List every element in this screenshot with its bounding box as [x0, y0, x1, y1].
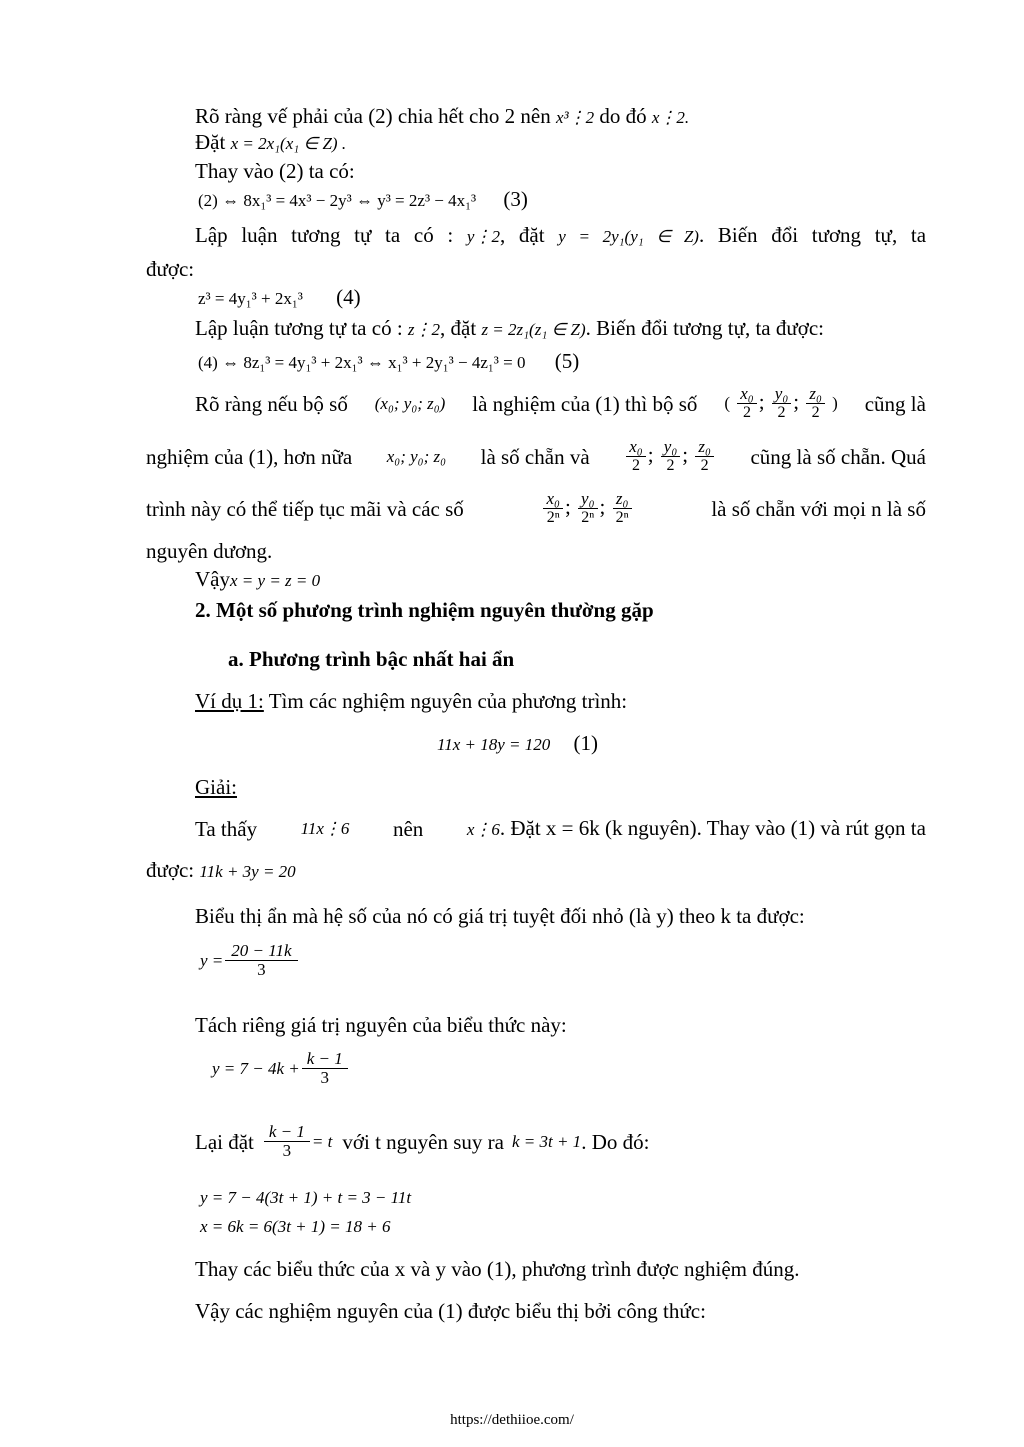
- text-line-p5: [195, 1123, 649, 1160]
- text: Đặt: [195, 130, 226, 154]
- fraction-tuple-half: ( $\frac{\text{x₀}}{2}$ ; $\frac{\text{y₀}}{2}$ ; $\frac{\text{z₀}}{2}$ ): [724, 384, 838, 421]
- example-label: Ví dụ 1:: [195, 689, 264, 713]
- text: nghiệm của (1), hơn nữa: [146, 444, 353, 469]
- math-expression: x₀; y₀; z₀: [386, 446, 447, 466]
- text-line-8: [195, 315, 824, 343]
- math-expression: (x₀; y₀; z₀): [374, 393, 446, 413]
- subsection-heading: a. Phương trình bậc nhất hai ẩn: [228, 647, 515, 671]
- text: trình này có thể tiếp tục mãi và các số: [146, 496, 464, 521]
- equation-3: [198, 186, 528, 214]
- math-expression: x = 2x₁(x₁ ∈ Z) .: [230, 134, 347, 153]
- fraction: $\frac{\text{z₀}}{2}$: [806, 385, 825, 422]
- text: Rõ ràng vế phải của (2) chia hết cho 2 nên: [195, 104, 551, 128]
- text: do đó: [599, 104, 647, 128]
- math-expression: 11x⋮6: [300, 819, 350, 838]
- text-line-11: [146, 438, 926, 475]
- text: . Biến đổi tương tự, ta được:: [585, 316, 825, 340]
- text: cũng là số chẵn. Quá: [750, 444, 926, 469]
- text: là số chẵn và: [480, 444, 590, 469]
- math-expression: x⋮6: [466, 820, 500, 839]
- text-line-3: [195, 158, 355, 184]
- fraction-tuple-half: $\frac{\text{x₀}}{2}$ ; $\frac{\text{y₀}}{2}$ ; $\frac{\text{z₀}}{2}$: [624, 438, 716, 475]
- math-expression: 11x + 18y = 120: [437, 735, 551, 754]
- text: . Đặt x = 6k (k nguyên). Thay vào (1) và rút gọn ta: [499, 816, 926, 840]
- math-expression: = t: [311, 1131, 333, 1151]
- text: nên: [392, 817, 424, 841]
- text: được:: [146, 257, 195, 281]
- result-y: [200, 1183, 411, 1211]
- example-line: [195, 688, 627, 714]
- math-expression: y = 2y₁(y₁ ∈ Z): [558, 227, 699, 246]
- text: , đặt: [499, 223, 545, 247]
- text: là số chẵn với mọi n là số: [711, 496, 926, 521]
- math-expression: z³ = 4y₁³ + 2x₁³: [198, 289, 303, 308]
- equation-5: [198, 348, 579, 376]
- text: . Biến đổi tương tự, ta: [698, 223, 927, 247]
- math-expression: (4) ⇔ 8z₁³ = 4y₁³ + 2x₁³ ⇔ x₁³ + 2y₁³ − 4z₁³ = 0: [198, 353, 526, 372]
- equation-1: [437, 730, 598, 758]
- text: Thay vào (2) ta có:: [195, 159, 355, 183]
- text-line-1: [195, 103, 689, 131]
- math-expression: x³⋮2: [555, 108, 595, 127]
- text: , đặt: [440, 316, 477, 340]
- text-line-p4: Tách riêng giá trị nguyên của biểu thức này:: [195, 1013, 567, 1037]
- text-line-13: [146, 538, 272, 564]
- math-expression: (2) ⇔ 8x₁³ = 4x³ − 2y³ ⇔ y³ = 2z³ − 4x₁³: [198, 191, 477, 210]
- text: Tìm các nghiệm nguyên của phương trình:: [268, 689, 628, 713]
- text-line-p3: Biểu thị ẩn mà hệ số của nó có giá trị tuyệt đối nhỏ (là y) theo k ta được:: [195, 904, 805, 928]
- text-line-10: [195, 385, 926, 422]
- fraction: $\frac{\text{y₀}}{2}$: [661, 438, 680, 475]
- text: với t nguyên suy ra: [342, 1129, 504, 1154]
- math-expression: x = 6k = 6(3t + 1) = 18 + 6: [200, 1217, 391, 1236]
- math-expression: x⋮2.: [651, 108, 690, 127]
- section-heading: 2. Một số phương trình nghiệm nguyên thường gặp: [195, 598, 654, 622]
- equation-4: [198, 284, 361, 312]
- math-expression: 11k + 3y = 20: [199, 862, 296, 881]
- fraction: $\frac{\text{y₀}}{\text{2ⁿ}}$: [578, 490, 597, 527]
- equation-number: (3): [503, 187, 528, 211]
- math-expression: z⋮2: [407, 320, 441, 339]
- formula-y: [200, 942, 300, 979]
- text: . Do đó:: [581, 1129, 650, 1154]
- text-line-p2: [146, 857, 296, 885]
- math-expression: y⋮2: [466, 227, 500, 246]
- solution-label: Giải:: [195, 775, 237, 799]
- text: nguyên dương.: [146, 539, 273, 563]
- math-expression: k = 3t + 1: [511, 1131, 582, 1151]
- text-line-5: [195, 222, 926, 250]
- fraction-tuple-pow: $\frac{\text{x₀}}{\text{2ⁿ}}$ ; $\frac{\text{y₀}}{\text{2ⁿ}}$ ; $\frac{\text{z₀}}{\text{2ⁿ}}$: [541, 490, 633, 527]
- fraction: $\frac{k - 1}{3}$: [264, 1123, 310, 1160]
- fraction: $\frac{\text{x₀}}{2}$: [737, 385, 756, 422]
- text: Vậy: [195, 567, 230, 591]
- fraction: $\frac{\text{z₀}}{\text{2ⁿ}}$: [613, 490, 632, 527]
- math-expression: z = 2z₁(z₁ ∈ Z): [481, 320, 586, 339]
- fraction: $\frac{\text{x₀}}{2}$: [626, 438, 645, 475]
- text: cũng là: [864, 391, 926, 416]
- result-x: [200, 1212, 391, 1240]
- text: Lập luận tương tự ta có :: [195, 316, 403, 340]
- text: Lại đặt: [195, 1129, 254, 1154]
- equation-number: (1): [573, 731, 599, 755]
- text: Ta thấy: [195, 817, 258, 841]
- text-line-p6: Thay các biểu thức của x và y vào (1), phương trình được nghiệm đúng.: [195, 1257, 800, 1281]
- text: được:: [146, 858, 195, 882]
- math-expression: y = 7 − 4k +: [212, 1058, 300, 1078]
- footer-url[interactable]: https://dethiioe.com/: [450, 1412, 574, 1428]
- fraction: $\frac{20 - 11k}{3}$: [225, 942, 297, 979]
- text: Lập luận tương tự ta có :: [195, 223, 454, 247]
- text-line-p7: Vậy các nghiệm nguyên của (1) được biểu thị bởi công thức:: [195, 1299, 706, 1323]
- text-line-2: [195, 129, 346, 157]
- fraction: $\frac{\text{z₀}}{2}$: [695, 438, 714, 475]
- text-line-14: [195, 566, 320, 594]
- equation-number: (5): [554, 349, 580, 373]
- math-expression: x = y = z = 0: [230, 571, 321, 590]
- text-line-6: [146, 256, 194, 282]
- text-line-12: [146, 490, 926, 527]
- text: Rõ ràng nếu bộ số: [195, 391, 348, 416]
- equation-number: (4): [336, 285, 361, 309]
- text: là nghiệm của (1) thì bộ số: [472, 391, 698, 416]
- fraction: $\frac{k - 1}{3}$: [302, 1050, 348, 1087]
- math-expression: y =: [200, 950, 224, 970]
- fraction: $\frac{\text{y₀}}{2}$: [772, 385, 791, 422]
- math-expression: y = 7 − 4(3t + 1) + t = 3 − 11t: [200, 1188, 412, 1207]
- fraction: $\frac{\text{x₀}}{\text{2ⁿ}}$: [543, 490, 562, 527]
- text-line-p1: [195, 815, 926, 843]
- formula-y-split: [212, 1050, 350, 1087]
